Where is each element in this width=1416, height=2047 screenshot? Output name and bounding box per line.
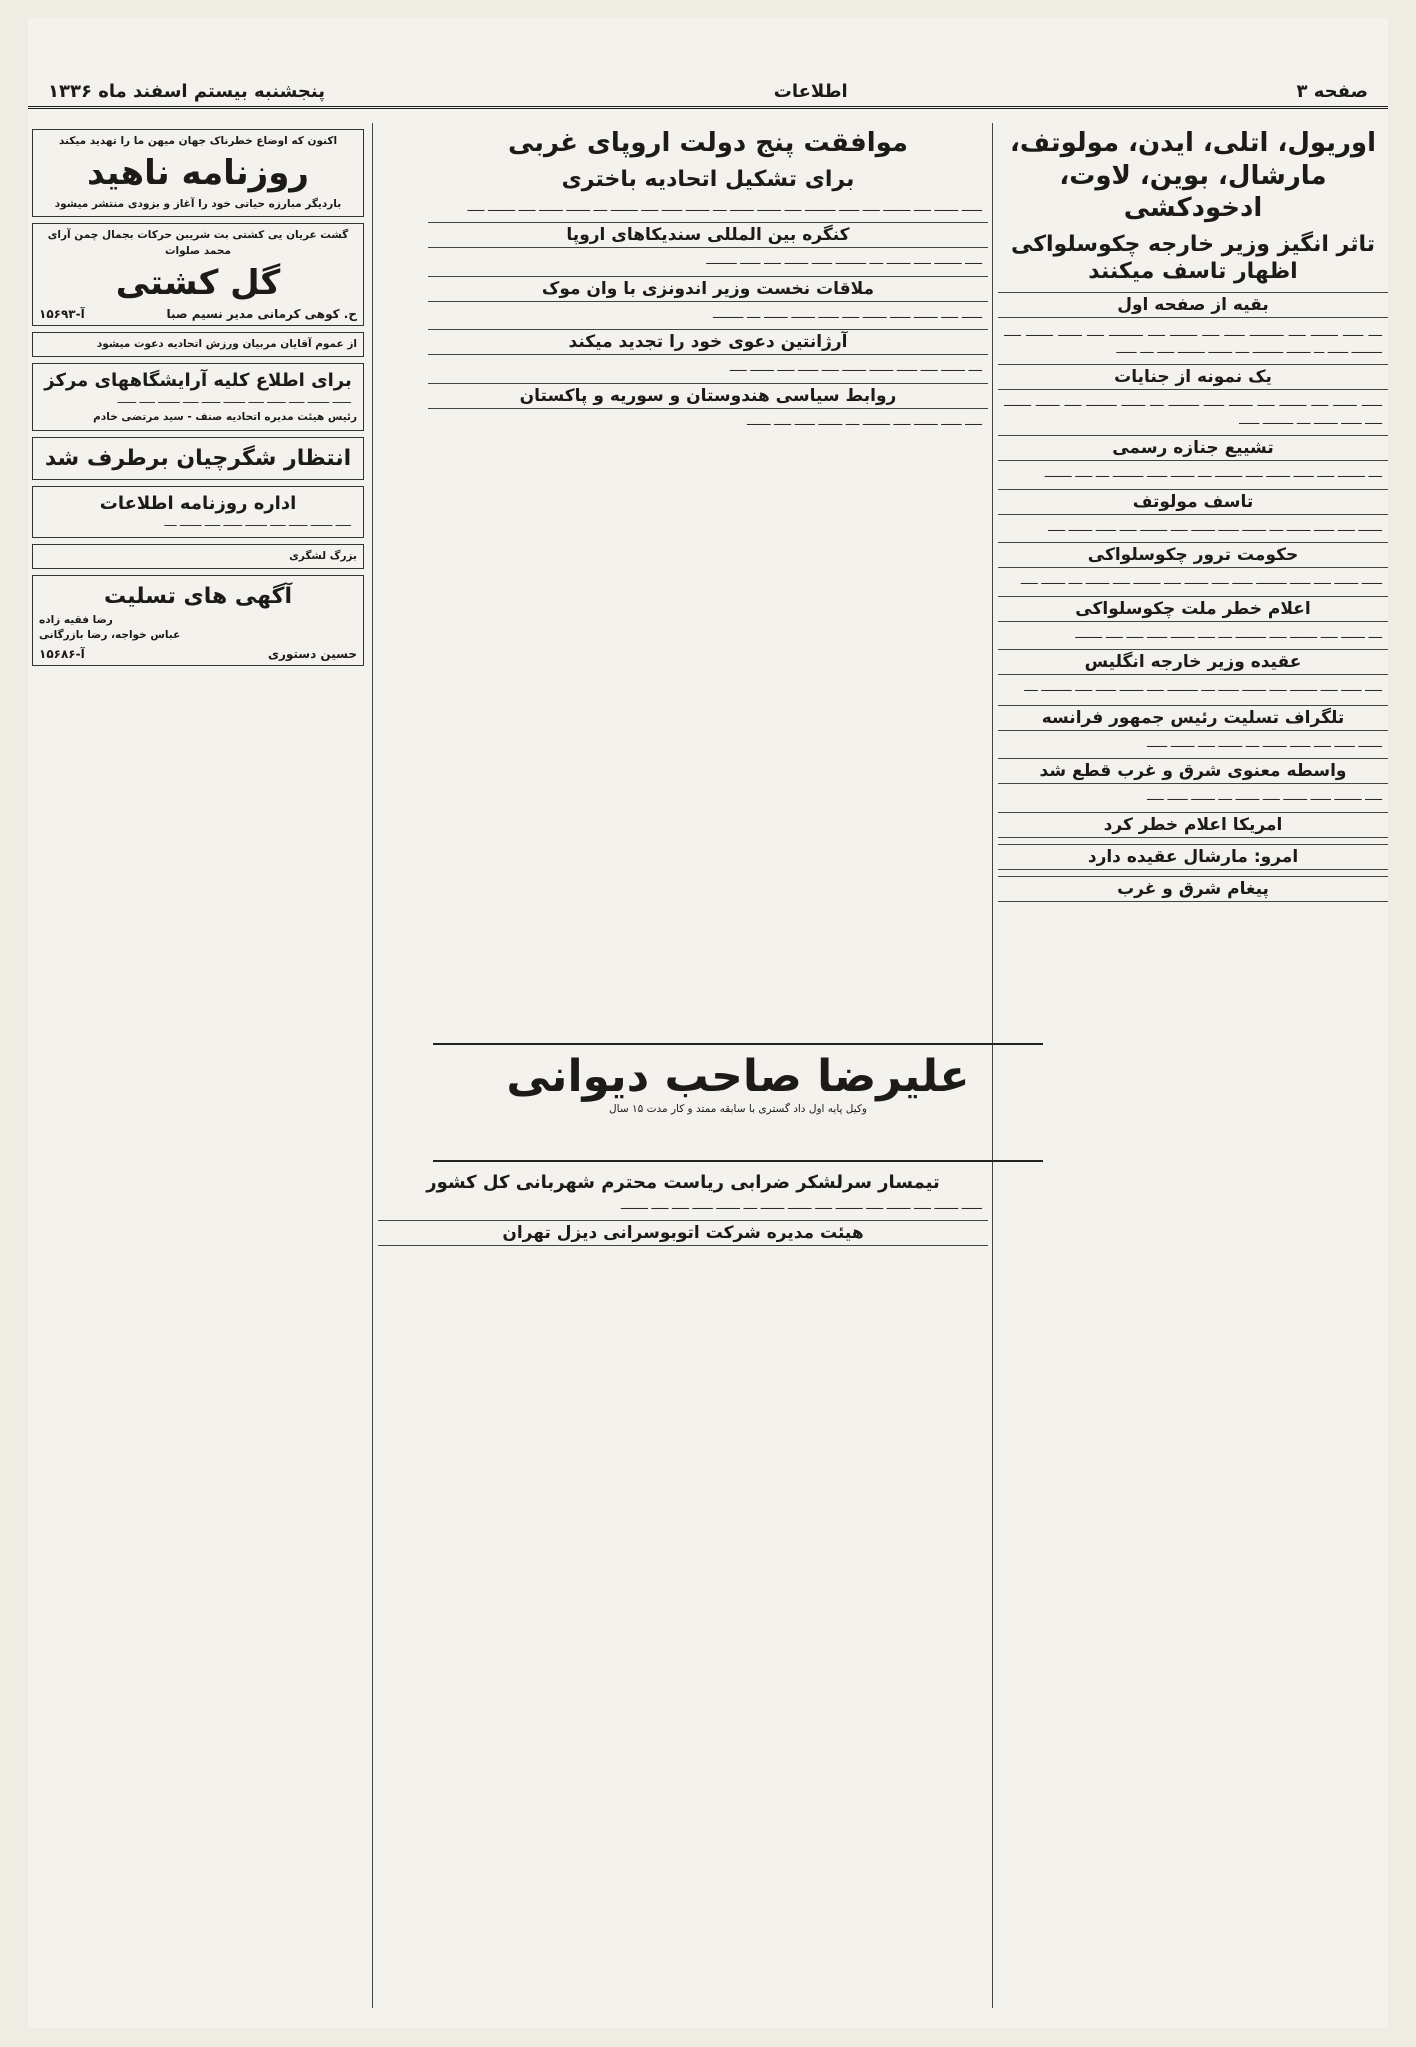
lead-sub-2: تشییع جنازه رسمی (998, 435, 1388, 461)
ad-1-headline: اکنون که اوضاع خطرناک جهان میهن ما را تهدید میکند (58, 135, 338, 147)
lawyer-ad (433, 1043, 1043, 1162)
lead-sub-4: حکومت ترور چکوسلواکی (998, 542, 1388, 568)
ad-ref: آ-۱۵۶۹۳ (39, 306, 85, 321)
lead-sub-10: امرو: مارشال عقیده دارد (998, 844, 1388, 870)
middle-sub-2: ملاقات نخست وزیر اندونزی با وان موک (428, 276, 988, 302)
column-rule (372, 123, 373, 2008)
ad-2-sig: ح. کوهی کرمانی مدیر نسیم صبا (166, 306, 357, 321)
lead-headline-2: تاثر انگیز وزیر خارجه چکوسلواکی اظهار تاسف میکنند (1010, 231, 1376, 284)
ad-8-title: آگهی های تسلیت (103, 583, 292, 609)
page-label: صفحه ۳ (1296, 80, 1368, 102)
ad-8-sig-3: حسین دستوری (267, 647, 357, 662)
paper-name: اطلاعات (773, 80, 848, 102)
middle-headline-1: موافقت پنج دولت اروپای غربی (507, 128, 909, 158)
middle-story: موافقت پنج دولت اروپای غربی برای تشکیل اتحادیه باختری ــــــ ـــــــ ـــــ ــــــــ ـــــ ــــــ ـــــــــ ـــــ ـــــــ ـــــــ ــــ ـــــــ ــــــ ـــــ ــــــــ ــــ ـــــــ ـــــــ ـــــ ــــــــ ـــــ کنگره بین المللی سندیکاهای اروپا ـــــ ــــــــ ـــــ ـــــــ ــــ ـــــــــ ــــــ ـــــــ ـــــ ــــــ ـــــــــ ملاقات نخست وزیر اندونزی با وان موک ــــــ ـــــ ـــــــ ــــــ ـــــــ ـــــ ــــــ ـــــــ ـــــــ ــــ ـــــــــ آرژانتین دعوی خود را تجدید میکند ــــ ـــــــ ـــــ ــــــ ـــــــ ـــــــ ـــــ ــــــ ـــــ ـــــــ ـــــ روابط سیاسی هندوستان و سوریه و پاکستان ـــــ ــــــ ـــــــ ـــــ ــــــــ ــــ ـــــــ ــــــ ـــــ ـــــــ (428, 123, 988, 1033)
ad-8-sig-1: رضا فقیه زاده (39, 613, 113, 626)
ad-golkoshti (32, 223, 364, 325)
ad-ettelaat: اداره روزنامه اطلاعات ـــــ ـــــــ ــــــ ـــــ ـــــــ ــــــ ـــــ ـــــــ ــــ (32, 486, 364, 538)
middle-sub-3: آرژانتین دعوی خود را تجدید میکند (428, 329, 988, 355)
lead-sub-7: تلگراف تسلیت رئیس جمهور فرانسه (998, 705, 1388, 731)
ad-3-title: از عموم آقایان مربیان ورزش اتحادیه دعوت میشود (96, 337, 357, 350)
ads-column (28, 123, 368, 2008)
ad-nahid (32, 129, 364, 217)
middle-headline-2: برای تشکیل اتحادیه باختری (561, 166, 855, 192)
lead-continued: بقیه از صفحه اول (998, 292, 1388, 318)
lead-headline-1: اوریول، اتلی، ایدن، مولوتف، مارشال، بوین، لاوت، ادخودکشی (1010, 128, 1376, 223)
lead-sub-11: پیغام شرق و غرب (998, 876, 1388, 902)
ad-sports (32, 332, 364, 357)
ad-1-paper: روزنامه ناهید (87, 153, 309, 194)
ad-condolence (32, 575, 364, 666)
lead-story: اوریول، اتلی، ایدن، مولوتف، مارشال، بوین، لاوت، ادخودکشی تاثر انگیز وزیر خارجه چکوسلواکی اظهار تاسف میکنند بقیه از صفحه اول ــــ ــــــ ــــــــ ـــــ ــــــــــ ــــــ ـــــ ــــــــ ـــــ ــــــــــ ـــــ ـــــــ ــــــــ ـــــ ـــــــــ ــــــ ـــ ـــــــ ـــــــــ ــــ ـــــــ ــــــــ ـــــ ــــ ــــــ یک نمونه از جنایات ــــــ ـــــــ ـــــ ــــــــ ـــــ ـــــــ ــــــ ـــــــــ ــــ ـــــــ ـــــــــ ـــــ ـــــــ ــــــــ ـــــ ــــــ ـــــــ ــــ ـــــــــ ــــــ تشییع جنازه رسمی ــــ ــــــــ ـــــ ــــــ ـــــــ ـــــ ــــــــ ــــ ـــــــ ــــــ ـــــــــ ــــ ـــــ ــــــــ تاسف مولوتف ـــــــ ـــــ ــــــ ـــــــ ــــ ـــــــ ــــــ ـــــــ ـــــ ــــــــ ـــــ ــــــ ـــــــ ـــــ حکومت ترور چکوسلواکی ــــــ ـــــــ ـــــ ــــــ ـــــــــ ــــــ ـــــ ـــــــ ـــــ ــــــــ ـــــ ـــــــ ــــ ـــــــ ـــــ اعلام خطر ملت چکوسلواکی ــــ ـــــــ ـــــ ــــــــ ـــــ ـــــــــ ــــ ـــــ ـــــــ ــــــ ـــــ ـــــ ــــــــ عقیده وزیر خارجه انگلیس ـــــ ــــــ ـــــ ــــــــ ـــــ ـــــــ ــــــ ــــ ـــــــــ ـــــ ـــــــ ــــــ ـــــ ـــــــــ ــــ تلگراف تسلیت رئیس جمهور فرانسه ـــــــ ــــــ ـــــ ــــــ ـــــــ ــــ ـــــــ ـــــ ـــــــ ــــــ واسطه معنوی شرق و غرب قطع شد ـــــ ــــــــ ــــــ ـــــــ ـــــ ـــــــ ــــ ـــــــ ــــــ ـــــ امریکا اعلام خطر کرد امرو: مارشال عقیده دارد پیغام شرق و غرب (998, 123, 1388, 2008)
ad-8-sig-2: عباس خواجه، رضا بازرگانی (39, 629, 181, 642)
notice-footer: هیئت مدیره شرکت اتوبوسرانی دیزل تهران (378, 1220, 988, 1246)
ad-sugar (32, 437, 364, 480)
ad-7-title: بزرگ لشگری (289, 549, 357, 562)
lawyer-text: وکیل پایه اول داد گستری با سابقه ممتد و کار مدت ۱۵ سال (609, 1103, 867, 1115)
ad-lashgari (32, 544, 364, 569)
ad-6-title: اداره روزنامه اطلاعات (99, 492, 297, 514)
lead-sub-1: یک نمونه از جنایات (998, 364, 1388, 390)
lead-sub-9: امریکا اعلام خطر کرد (998, 812, 1388, 838)
ad-2-line: گشت عریان یی کشتی بت شریبن حرکات بجمال چمن آرای محمد صلوات (47, 229, 349, 257)
ad-4-title: برای اطلاع کلیه آرایشگاههای مرکز (44, 370, 352, 392)
date-line: پنجشنبه بیستم اسفند ماه ۱۳۳۶ (48, 80, 326, 102)
lead-text: ــــ ــــــ ــــــــ ـــــ ــــــــــ ــــــ ـــــ ــــــــ ـــــ ــــــــــ ـــــ ـــــــ ــــــــ ـــــ ـــــــــ ــــــ ـــ ـــــــ ـــــــــ ــــ ـــــــ ــــــــ ـــــ ــــ ــــــ (1004, 324, 1382, 356)
lead-sub-5: اعلام خطر ملت چکوسلواکی (998, 596, 1388, 622)
ad-4-sig: رئیس هیئت مدیره اتحادیه صنف - سید مرتضی خادم (93, 411, 357, 424)
newspaper-page (28, 18, 1388, 2028)
masthead (28, 76, 1388, 109)
middle-sub-1: کنگره بین المللی سندیکاهای اروپا (428, 222, 988, 248)
lead-sub-6: عقیده وزیر خارجه انگلیس (998, 649, 1388, 675)
lawyer-name: علیرضا صاحب دیوانی (506, 1051, 970, 1102)
notice-title: تیمسار سرلشکر ضرابی ریاست محترم شهربانی کل کشور (426, 1172, 940, 1193)
ad-1-line: باردیگر مبارزه حیاتی خود را آغاز و بزودی منتشر میشود (54, 198, 342, 211)
ad-ref-2: آ-۱۵۶۸۶ (39, 647, 85, 662)
ad-2-title: گل کشتی (115, 262, 281, 303)
middle-sub-4: روابط سیاسی هندوستان و سوریه و پاکستان (428, 383, 988, 409)
lead-sub-8: واسطه معنوی شرق و غرب قطع شد (998, 758, 1388, 784)
police-notice: تیمسار سرلشکر ضرابی ریاست محترم شهربانی کل کشور ــــــ ـــــــ ـــــ ـــــــ ـــــ ــــــــ ـــــ ـــــــ ـــــــ ــــ ـــــــ ــــــ ـــــ ـــــ ــــــــ هیئت مدیره شرکت اتوبوسرانی دیزل تهران (378, 1168, 988, 2008)
ad-barbers: برای اطلاع کلیه آرایشگاههای مرکز ــــــ ـــــــ ـــــ ــــــ ـــــ ـــــــ ــــــ ـــــ ـــــــ ـــــ ــــــ رئیس هیئت مدیره اتحادیه صنف - سید مرتضی خادم (32, 363, 364, 430)
lead-sub-3: تاسف مولوتف (998, 489, 1388, 515)
ad-5-title: انتظار شگرچیان برطرف شد (44, 445, 352, 471)
